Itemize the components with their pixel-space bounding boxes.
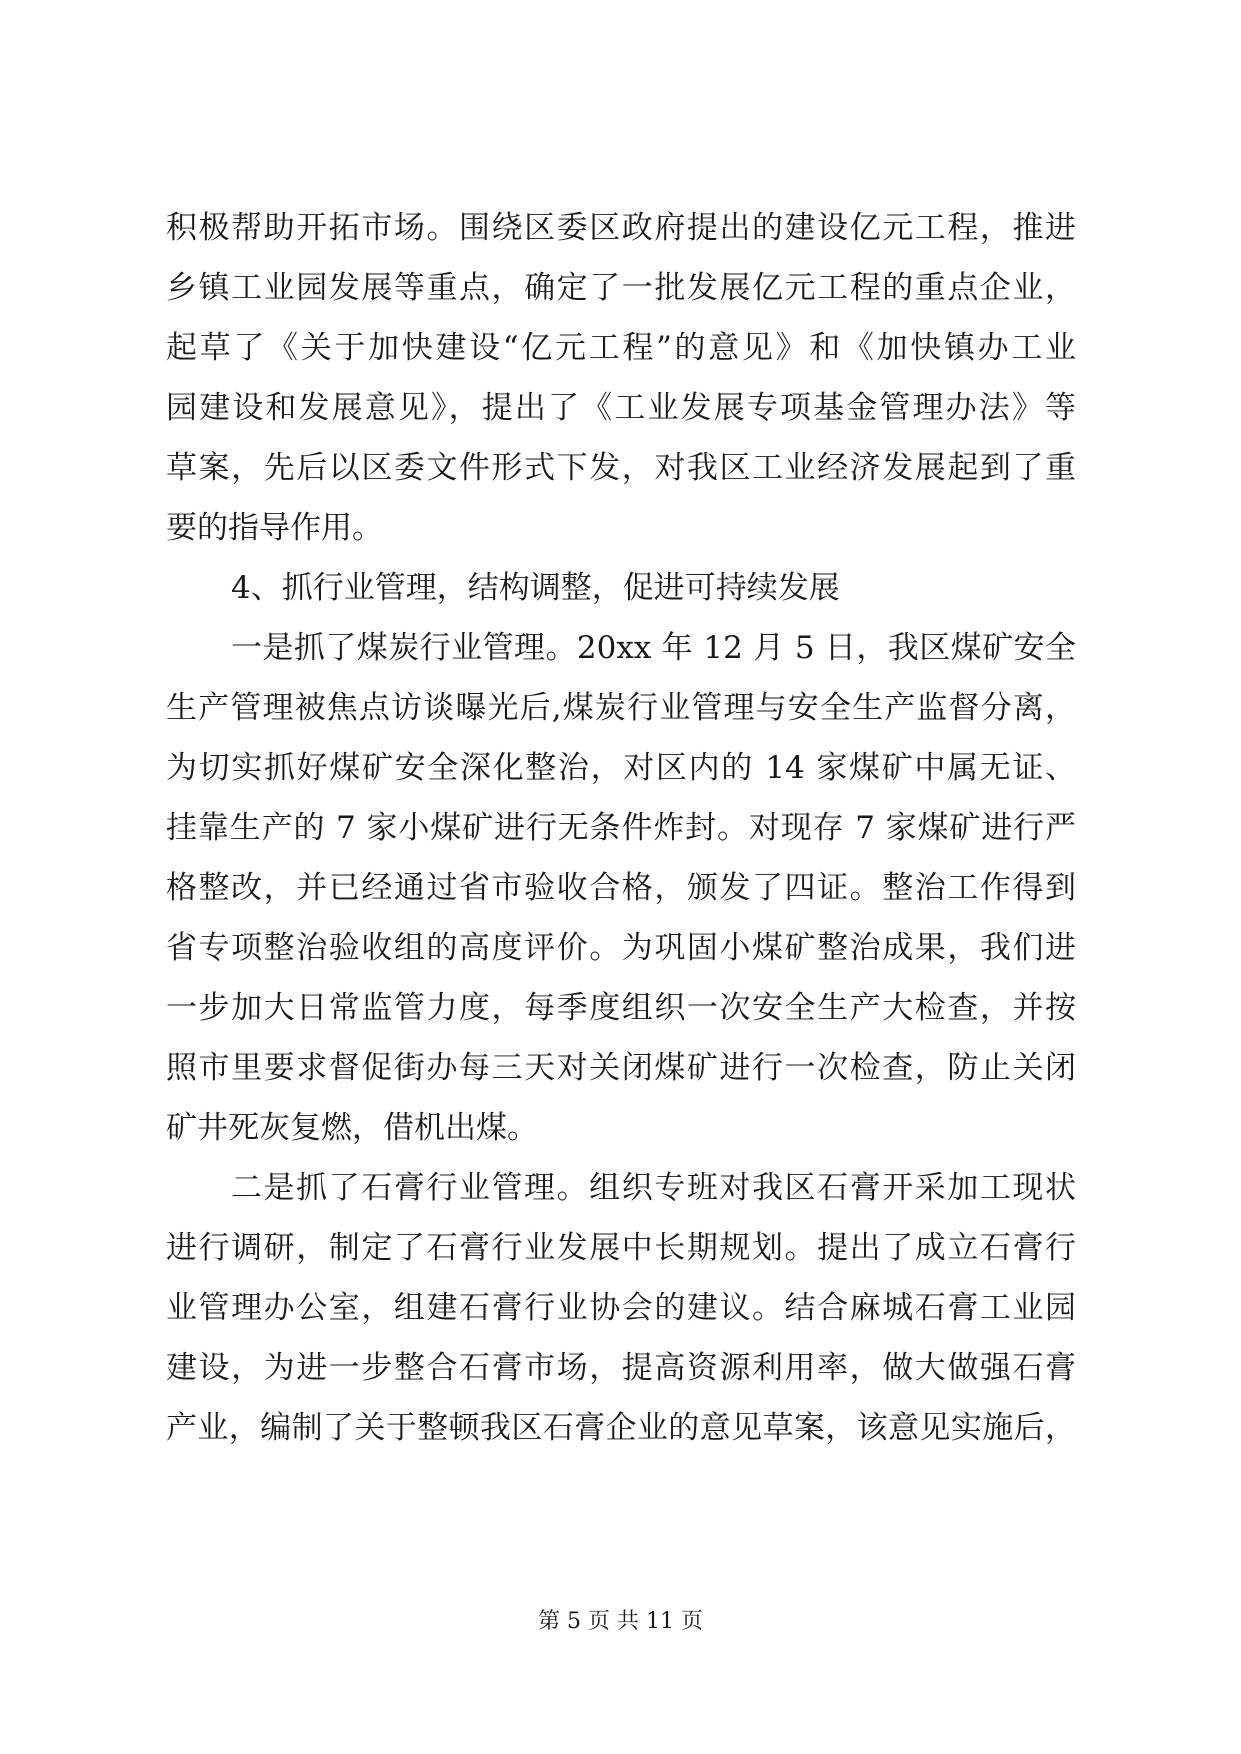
- body-text-line: 要的指导作用。: [166, 510, 383, 546]
- body-text-line: 一是抓了煤炭行业管理。20xx 年 12 月 5 日，我区煤矿安全: [231, 630, 1076, 666]
- body-text-line: 矿井死灰复燃，借机出煤。: [166, 1110, 538, 1146]
- body-text-line: 园建设和发展意见》，提出了《工业发展专项基金管理办法》等: [166, 390, 1076, 426]
- body-text-line: 为切实抓好煤矿安全深化整治，对区内的 14 家煤矿中属无证、: [166, 750, 1076, 786]
- body-text-line: 省专项整治验收组的高度评价。为巩固小煤矿整治成果，我们进: [166, 930, 1076, 966]
- body-text-line: 产业，编制了关于整顿我区石膏企业的意见草案，该意见实施后，: [166, 1410, 1076, 1446]
- body-text-line: 业管理办公室，组建石膏行业协会的建议。结合麻城石膏工业园: [166, 1290, 1076, 1326]
- body-text-line: 起草了《关于加快建设“亿元工程”的意见》和《加快镇办工业: [166, 330, 1076, 366]
- page-number-footer: 第 5 页 共 11 页: [538, 1609, 703, 1634]
- body-text-line: 草案，先后以区委文件形式下发，对我区工业经济发展起到了重: [166, 450, 1076, 486]
- body-text-line: 建设，为进一步整合石膏市场，提高资源利用率，做大做强石膏: [166, 1350, 1076, 1386]
- section-heading: 4、抓行业管理，结构调整，促进可持续发展: [231, 570, 840, 606]
- body-text-line: 格整改，并已经通过省市验收合格，颁发了四证。整治工作得到: [166, 870, 1076, 906]
- body-text-line: 进行调研，制定了石膏行业发展中长期规划。提出了成立石膏行: [166, 1230, 1076, 1266]
- body-text-line: 积极帮助开拓市场。围绕区委区政府提出的建设亿元工程，推进: [166, 210, 1076, 246]
- body-text-line: 一步加大日常监管力度，每季度组织一次安全生产大检查，并按: [166, 990, 1076, 1026]
- body-text-line: 挂靠生产的 7 家小煤矿进行无条件炸封。对现存 7 家煤矿进行严: [166, 810, 1076, 846]
- body-text-line: 乡镇工业园发展等重点，确定了一批发展亿元工程的重点企业，: [166, 270, 1076, 306]
- body-text-line: 生产管理被焦点访谈曝光后,煤炭行业管理与安全生产监督分离，: [166, 690, 1076, 726]
- body-text-line: 二是抓了石膏行业管理。组织专班对我区石膏开采加工现状: [231, 1170, 1076, 1206]
- body-text-line: 照市里要求督促街办每三天对关闭煤矿进行一次检查，防止关闭: [166, 1050, 1076, 1086]
